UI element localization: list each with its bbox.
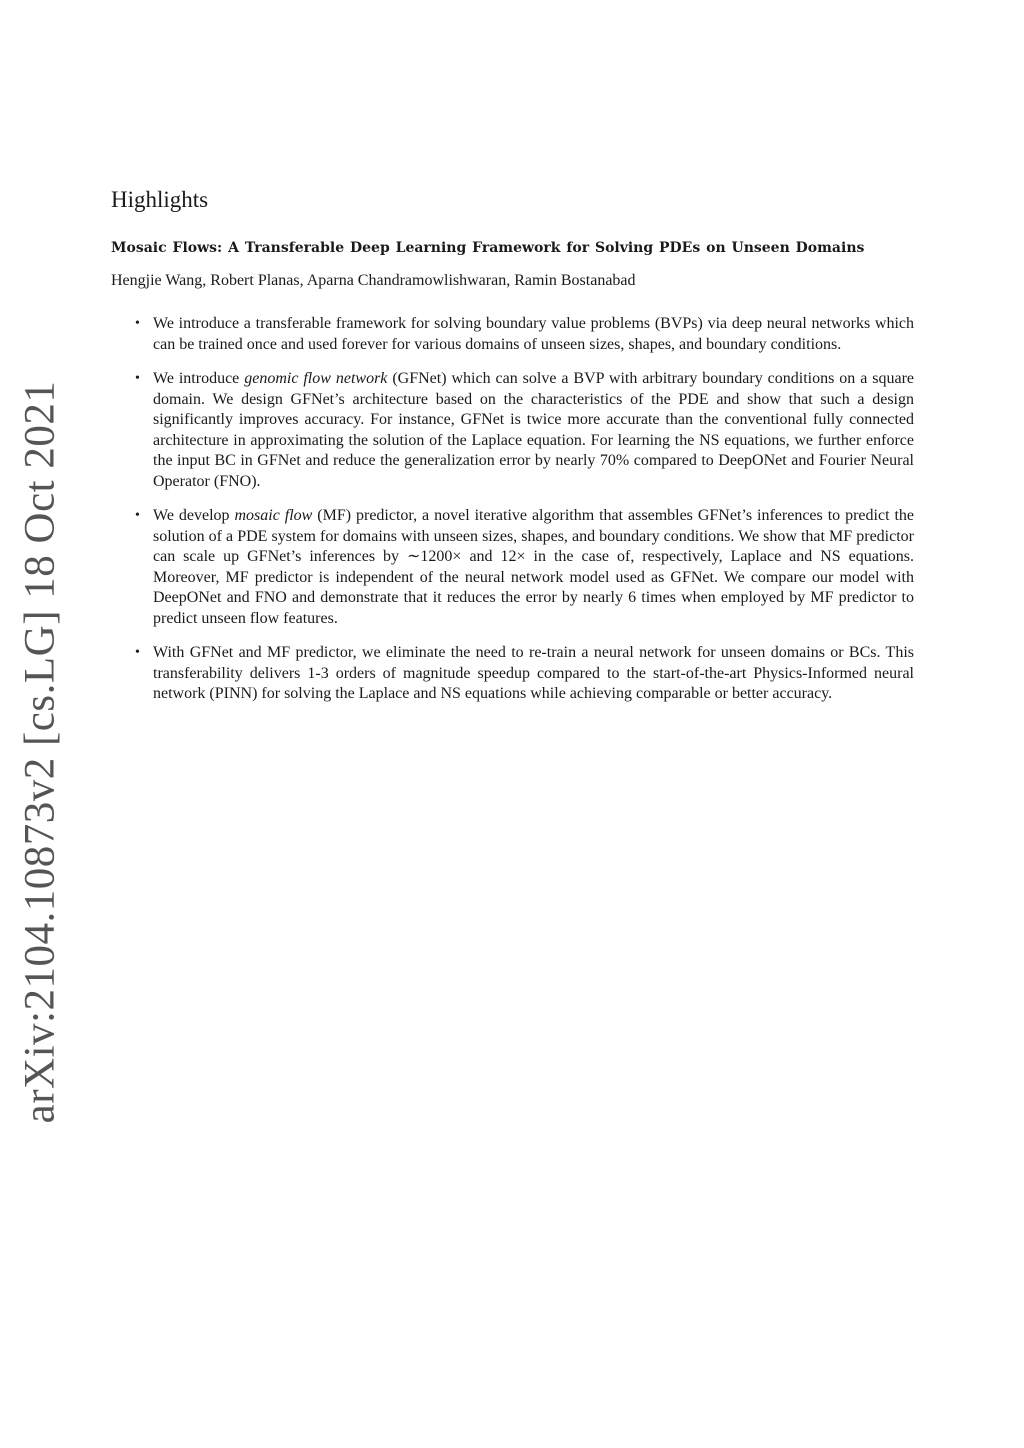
author-list: Hengjie Wang, Robert Planas, Aparna Chandramowlishwaran, Ramin Bostanabad xyxy=(111,272,636,289)
highlight-item xyxy=(111,314,914,355)
bullet-icon: • xyxy=(135,316,140,331)
highlight-text-rest: (GFNet) which can solve a BVP with arbitrary boundary conditions on a square domain. We design GFNet’s architecture based on the characteristics of the PDE and show that such a design significantly improves accuracy. For instance, GFNet is twice more accurate than the conventional fully connected architecture in approximating the solution of the Laplace equation. For learning the NS equations, we further enforce the input BC in GFNet and reduce the generalization error by nearly 70% compared to DeepONet and Fourier Neural Operator (FNO). xyxy=(153,370,914,490)
highlight-item xyxy=(111,506,914,629)
highlight-emphasis: mosaic flow xyxy=(234,507,313,524)
bullet-icon: • xyxy=(135,508,140,523)
highlight-item xyxy=(111,643,914,705)
bullet-icon: • xyxy=(135,645,140,660)
highlight-emphasis: genomic flow network xyxy=(244,370,388,387)
highlights-page xyxy=(111,186,914,719)
highlight-text-lead: We introduce xyxy=(153,370,245,387)
section-heading: Highlights xyxy=(111,187,209,212)
highlights-list xyxy=(111,314,914,705)
paper-title: Mosaic Flows: A Transferable Deep Learning Framework for Solving PDEs on Unseen Domains xyxy=(111,240,865,256)
highlight-text-lead: We develop xyxy=(153,507,235,524)
highlight-text-rest: (MF) predictor, a novel iterative algorithm that assembles GFNet’s inferences to predict the solution of a PDE system for domains with unseen sizes, shapes, and boundary conditions. We show that MF predictor can scale up GFNet’s inferences by ∼1200× and 12× in the case of, respectively, Laplace and NS equations. Moreover, MF predictor is independent of the neural network model used as GFNet. We compare our model with DeepONet and FNO and demonstrate that it reduces the error by nearly 6 times when employed by MF predictor to predict unseen flow features. xyxy=(153,507,915,627)
arxiv-identifier: arXiv:2104.10873v2 [cs.LG] 18 Oct 2021 xyxy=(16,380,64,1124)
bullet-icon: • xyxy=(135,371,140,386)
highlight-item xyxy=(111,369,914,492)
highlight-text: With GFNet and MF predictor, we eliminate the need to re-train a neural network for unseen domains or BCs. This transferability delivers 1-3 orders of magnitude speedup compared to the start-of-the-art Physics-Informed neural network (PINN) for solving the Laplace and NS equations while achieving comparable or better accuracy. xyxy=(153,644,914,702)
highlight-text: We introduce a transferable framework for solving boundary value problems (BVPs) via deep neural networks which can be trained once and used forever for various domains of unseen sizes, shapes, and boundary conditions. xyxy=(153,315,914,353)
